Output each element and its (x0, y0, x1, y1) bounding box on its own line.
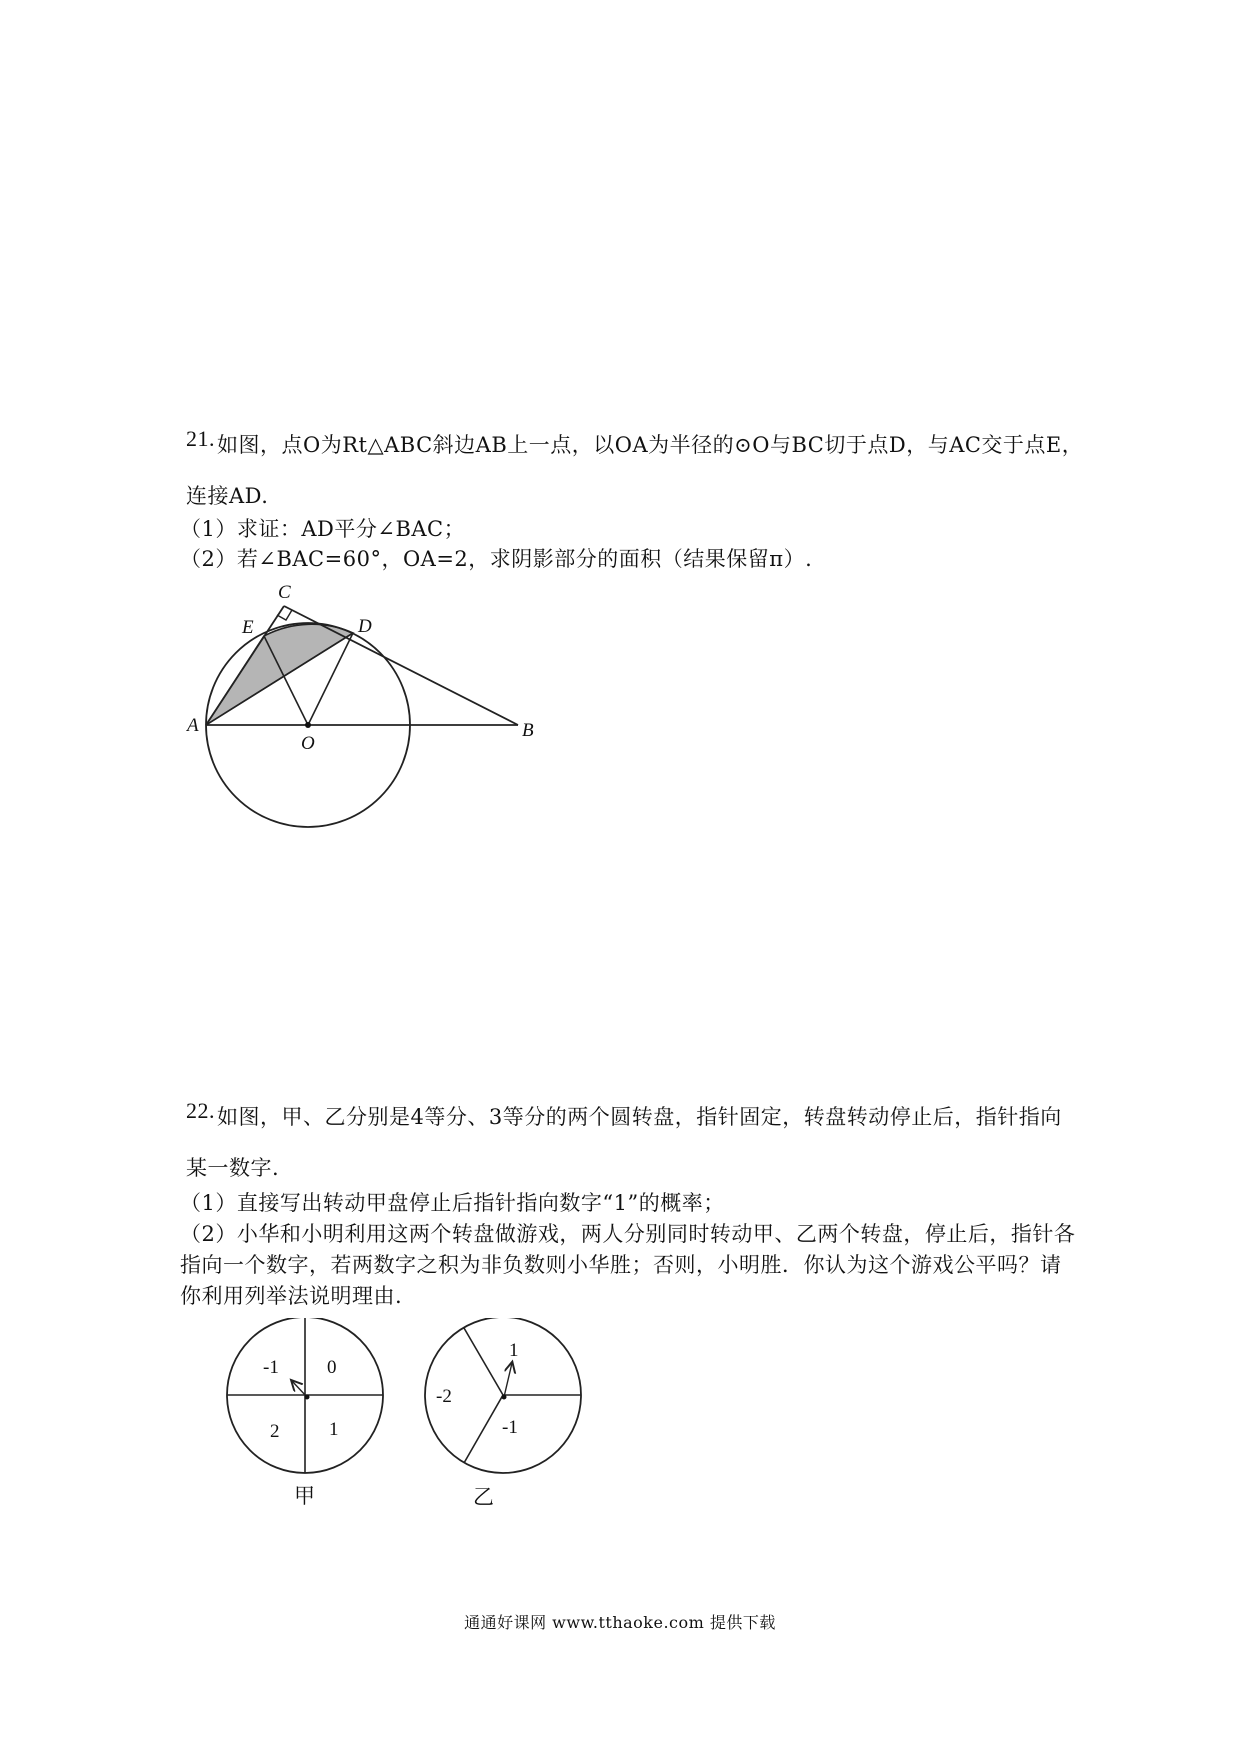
label-c: C (278, 582, 291, 603)
jia-number-3: 2 (270, 1421, 280, 1442)
q22-part1: （1）直接写出转动甲盘停止后指针指向数字“1”的概率； (180, 1191, 725, 1215)
label-a: A (187, 715, 199, 736)
right-angle-mark (277, 610, 292, 620)
label-b: B (522, 720, 534, 741)
q22-line2: 某一数字. (186, 1156, 280, 1180)
jia-number-1: -1 (263, 1357, 279, 1378)
footer-watermark: 通通好课网 www.tthaoke.com 提供下载 (464, 1613, 776, 1632)
jia-number-4: 1 (329, 1419, 339, 1440)
q21-stem-text: 如图，点O为Rt△ABC斜边AB上一点，以OA为半径的⊙O与BC切于点D，与AC交于点E， (217, 433, 1084, 457)
q22-part2-line2: 指向一个数字，若两数字之积为非负数则小华胜；否则，小明胜．你认为这个游戏公平吗？请 (180, 1253, 1062, 1277)
q22-stem-text: 如图，甲、乙分别是4等分、3等分的两个圆转盘，指针固定，转盘转动停止后，指针指向 (217, 1105, 1062, 1129)
jia-caption: 甲 (294, 1484, 315, 1508)
q22-part2-line3: 你利用列举法说明理由. (180, 1284, 403, 1308)
shaded-region (206, 624, 353, 725)
label-e: E (242, 617, 254, 638)
spinner-yi (425, 1318, 581, 1508)
pointer-arrow (504, 1363, 512, 1397)
label-o: O (301, 733, 315, 754)
q22-part2-line1: （2）小华和小明利用这两个转盘做游戏，两人分别同时转动甲、乙两个转盘，停止后，指针各 (180, 1222, 1076, 1246)
yi-number-3: -1 (502, 1417, 518, 1438)
q21-part1: （1）求证：AD平分∠BAC； (180, 517, 466, 541)
q21-line1 (186, 426, 1084, 458)
q22-number: 22. (186, 1098, 215, 1123)
q21-line2: 连接AD. (186, 484, 269, 508)
q21-number: 21. (186, 426, 215, 451)
label-d: D (358, 616, 372, 637)
jia-number-2: 0 (327, 1357, 337, 1378)
center-point (305, 722, 311, 728)
spinner-jia (227, 1318, 383, 1508)
yi-number-2: -2 (436, 1386, 452, 1407)
segment-cb (284, 606, 518, 725)
q22-spinners-figure (220, 1318, 600, 1508)
q21-geometry-figure (180, 565, 550, 835)
yi-number-1: 1 (509, 1340, 519, 1361)
q21-part2: （2）若∠BAC=60°，OA=2，求阴影部分的面积（结果保留π）. (180, 547, 813, 571)
yi-caption: 乙 (473, 1485, 494, 1508)
q22-line1 (186, 1098, 1062, 1130)
